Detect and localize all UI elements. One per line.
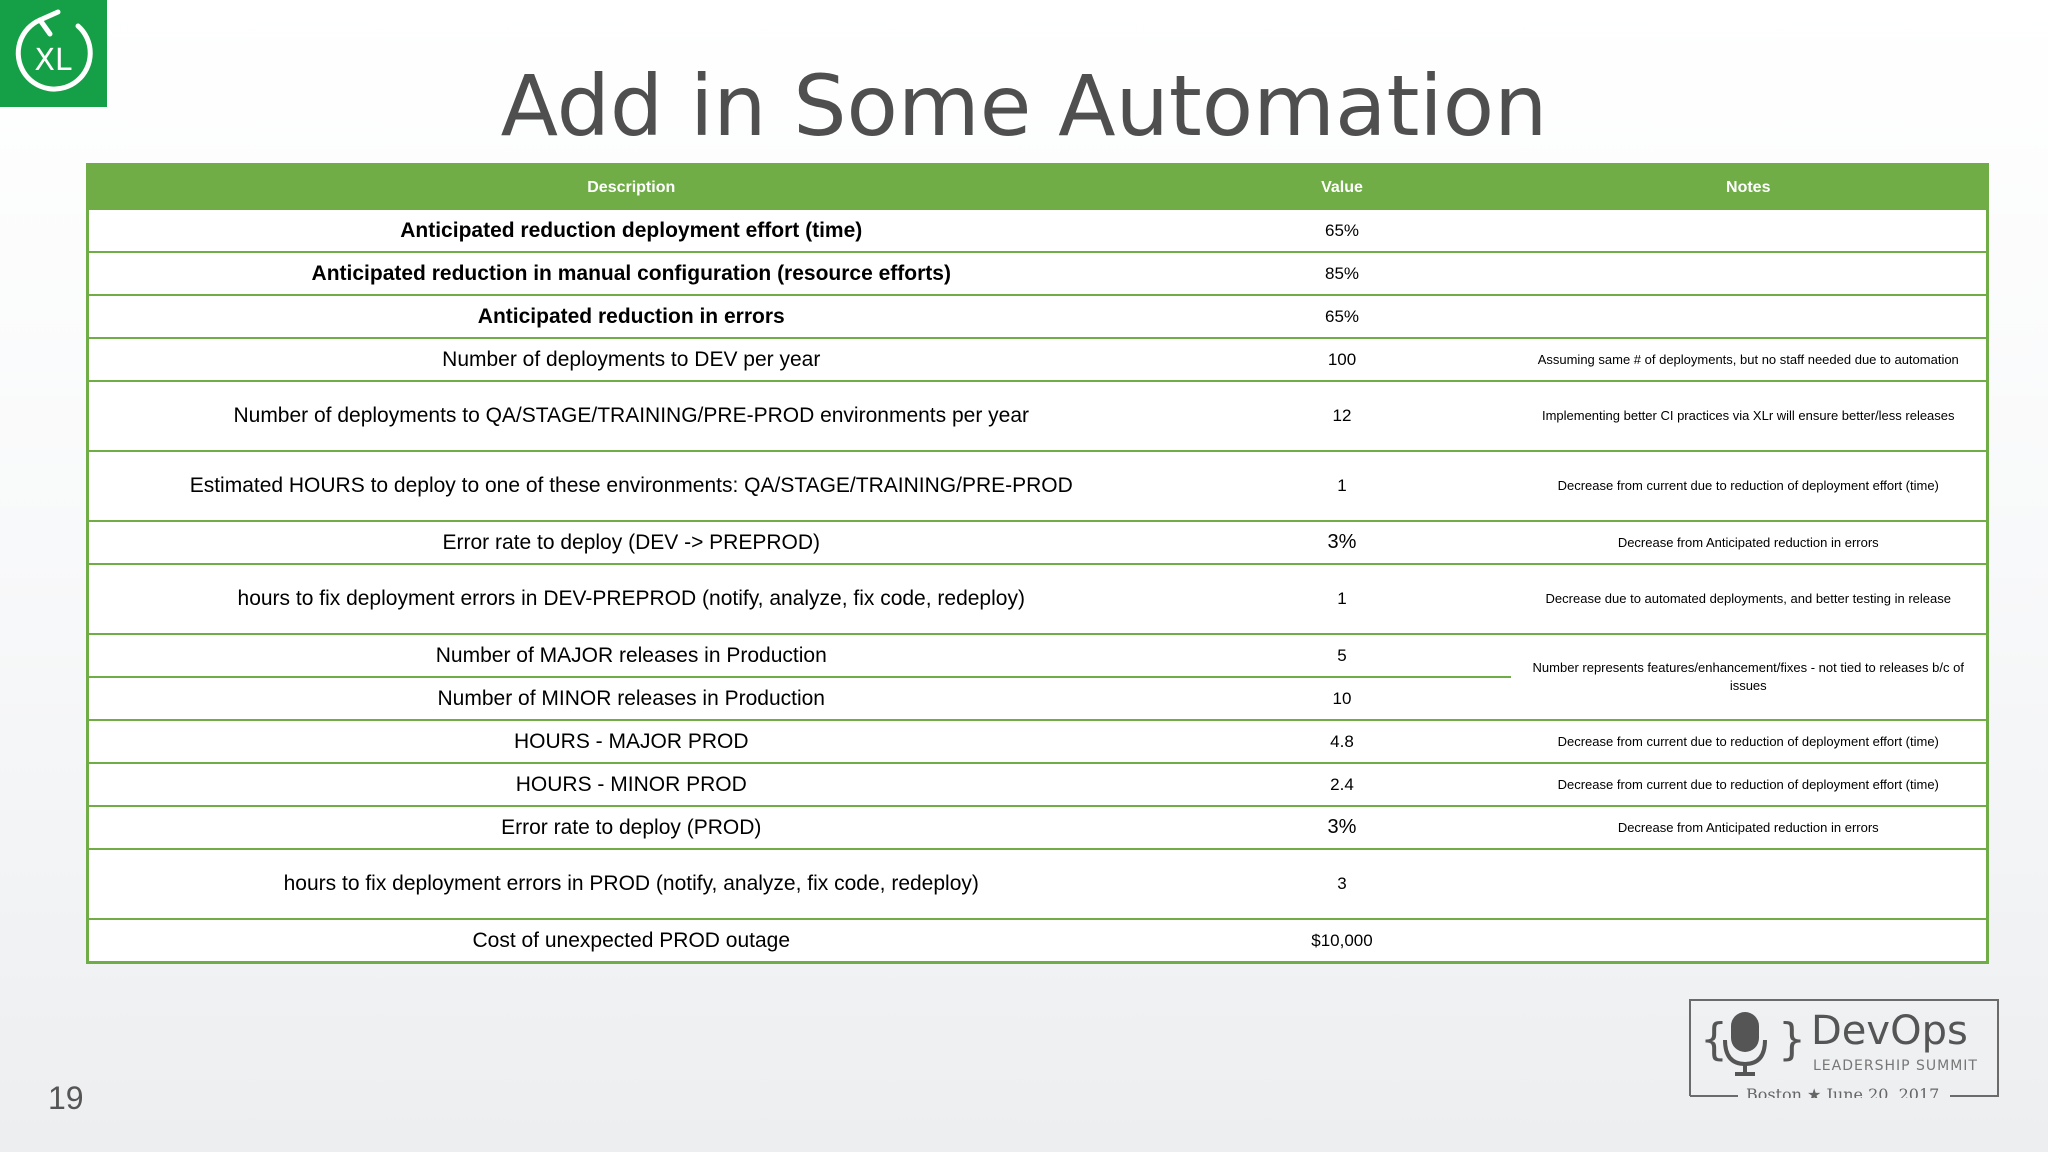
row-value: 3% bbox=[1174, 521, 1511, 564]
table-row bbox=[88, 634, 1988, 677]
row-value: 3 bbox=[1174, 849, 1511, 919]
row-description: Anticipated reduction deployment effort (time) bbox=[88, 210, 1174, 252]
row-notes bbox=[1511, 849, 1988, 919]
row-value: 4.8 bbox=[1174, 720, 1511, 763]
row-value: 85% bbox=[1174, 252, 1511, 295]
row-notes: Decrease from current due to reduction of deployment effort (time) bbox=[1511, 451, 1988, 521]
row-notes: Implementing better CI practices via XLr will ensure better/less releases bbox=[1511, 381, 1988, 451]
row-description: hours to fix deployment errors in DEV-PREPROD (notify, analyze, fix code, redeploy) bbox=[88, 564, 1174, 634]
table-row bbox=[88, 763, 1988, 806]
row-description: HOURS - MAJOR PROD bbox=[88, 720, 1174, 763]
table-row bbox=[88, 919, 1988, 963]
row-notes: Assuming same # of deployments, but no staff needed due to automation bbox=[1511, 338, 1988, 381]
row-description: Number of deployments to QA/STAGE/TRAINING/PRE-PROD environments per year bbox=[88, 381, 1174, 451]
svg-text:}: } bbox=[1778, 1014, 1806, 1065]
column-header-description: Description bbox=[88, 165, 1174, 211]
row-description: hours to fix deployment errors in PROD (notify, analyze, fix code, redeploy) bbox=[88, 849, 1174, 919]
row-value: 3% bbox=[1174, 806, 1511, 849]
xl-logo-text: XL bbox=[34, 43, 72, 78]
row-notes: Decrease from current due to reduction of deployment effort (time) bbox=[1511, 720, 1988, 763]
row-value: 10 bbox=[1174, 677, 1511, 720]
table-row bbox=[88, 295, 1988, 338]
row-notes bbox=[1511, 295, 1988, 338]
row-notes bbox=[1511, 252, 1988, 295]
row-description: Number of MINOR releases in Production bbox=[88, 677, 1174, 720]
table-row bbox=[88, 252, 1988, 295]
table-row bbox=[88, 720, 1988, 763]
devops-summit-logo bbox=[1688, 998, 2000, 1098]
row-value: 12 bbox=[1174, 381, 1511, 451]
column-header-notes: Notes bbox=[1511, 165, 1988, 211]
row-description: Error rate to deploy (DEV -> PREPROD) bbox=[88, 521, 1174, 564]
row-description: HOURS - MINOR PROD bbox=[88, 763, 1174, 806]
row-description: Number of deployments to DEV per year bbox=[88, 338, 1174, 381]
row-value: 65% bbox=[1174, 210, 1511, 252]
table-row bbox=[88, 806, 1988, 849]
row-description: Error rate to deploy (PROD) bbox=[88, 806, 1174, 849]
microphone-braces-icon bbox=[1700, 1012, 1806, 1074]
row-value: 1 bbox=[1174, 451, 1511, 521]
row-value: 5 bbox=[1174, 634, 1511, 677]
row-description: Cost of unexpected PROD outage bbox=[88, 919, 1174, 963]
row-value: 1 bbox=[1174, 564, 1511, 634]
column-header-value: Value bbox=[1174, 165, 1511, 211]
row-notes: Decrease due to automated deployments, and better testing in release bbox=[1511, 564, 1988, 634]
row-value: 100 bbox=[1174, 338, 1511, 381]
row-notes bbox=[1511, 919, 1988, 963]
table-row bbox=[88, 564, 1988, 634]
row-description: Number of MAJOR releases in Production bbox=[88, 634, 1174, 677]
row-notes: Number represents features/enhancement/fixes - not tied to releases b/c of issues bbox=[1511, 634, 1988, 720]
row-notes: Decrease from current due to reduction of deployment effort (time) bbox=[1511, 763, 1988, 806]
row-value: $10,000 bbox=[1174, 919, 1511, 963]
automation-table bbox=[86, 163, 1986, 964]
row-notes: Decrease from Anticipated reduction in errors bbox=[1511, 521, 1988, 564]
table-row bbox=[88, 451, 1988, 521]
table-row bbox=[88, 849, 1988, 919]
devops-subtitle-text: LEADERSHIP SUMMIT bbox=[1813, 1058, 1978, 1074]
svg-text:{: { bbox=[1700, 1014, 1728, 1065]
table-row bbox=[88, 338, 1988, 381]
table-header-row bbox=[88, 165, 1988, 211]
page-number: 19 bbox=[48, 1080, 84, 1116]
row-value: 65% bbox=[1174, 295, 1511, 338]
row-notes bbox=[1511, 210, 1988, 252]
devops-brand-text: DevOps bbox=[1811, 1008, 1968, 1054]
row-notes: Decrease from Anticipated reduction in errors bbox=[1511, 806, 1988, 849]
row-description: Estimated HOURS to deploy to one of these environments: QA/STAGE/TRAINING/PRE-PROD bbox=[88, 451, 1174, 521]
row-value: 2.4 bbox=[1174, 763, 1511, 806]
row-description: Anticipated reduction in manual configuration (resource efforts) bbox=[88, 252, 1174, 295]
table-row bbox=[88, 521, 1988, 564]
row-description: Anticipated reduction in errors bbox=[88, 295, 1174, 338]
table-row bbox=[88, 210, 1988, 252]
table-row bbox=[88, 381, 1988, 451]
page-title: Add in Some Automation bbox=[500, 57, 1548, 155]
devops-location-date: Boston ★ June 20, 2017 bbox=[1746, 1085, 1940, 1098]
